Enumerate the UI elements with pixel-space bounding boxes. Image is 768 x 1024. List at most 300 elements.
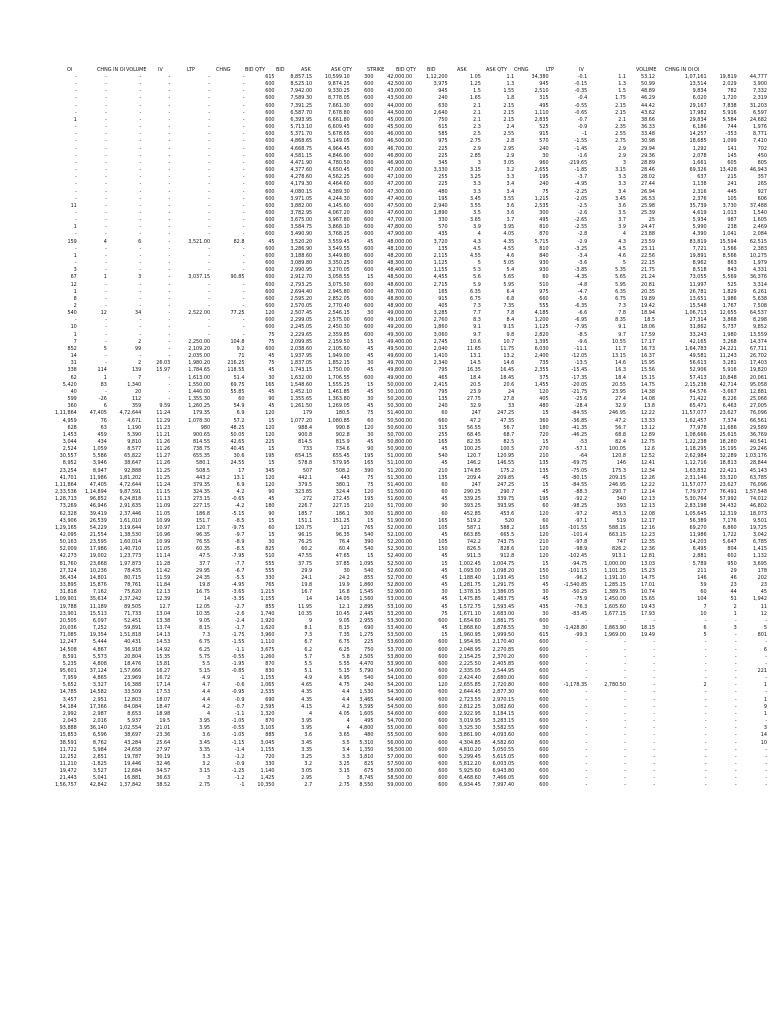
table-cell: 19.5 xyxy=(159,718,171,725)
table-cell: 38.66 xyxy=(640,116,655,123)
table-cell: 2,445 xyxy=(359,610,374,617)
table-row xyxy=(52,367,768,374)
table-cell: 1,275 xyxy=(359,632,374,639)
table-cell: 950 xyxy=(727,560,737,567)
table-cell: 815.9 xyxy=(335,438,350,445)
table-cell: 600 xyxy=(438,617,448,624)
table-cell: 3.65 xyxy=(338,732,350,739)
table-cell: 3,314 xyxy=(752,281,767,288)
table-row xyxy=(52,110,768,117)
table-cell: 165 xyxy=(438,438,448,445)
header-iv-puts: IV xyxy=(579,67,584,73)
table-cell: 782 xyxy=(727,88,737,95)
table-cell: 210 xyxy=(539,539,549,546)
table-cell: 600 xyxy=(364,331,374,338)
table-cell: 4,145.60 xyxy=(328,202,350,209)
table-cell: 62,328 xyxy=(59,510,77,517)
table-cell: 600 xyxy=(438,703,448,710)
table-cell: 45 xyxy=(441,574,448,581)
table-cell: 765 xyxy=(364,524,374,531)
table-row xyxy=(52,117,768,124)
table-cell: - xyxy=(75,181,77,188)
table-cell: 1,355.65 xyxy=(290,396,313,403)
table-cell: 210 xyxy=(539,453,549,460)
table-cell: -1.2 xyxy=(234,753,245,760)
table-row xyxy=(52,425,768,432)
table-cell: 2,544.95 xyxy=(492,667,515,674)
table-cell: 2.75 xyxy=(338,782,350,789)
table-cell: 665.5 xyxy=(500,532,515,538)
table-cell: 628 xyxy=(67,424,77,431)
table-cell: 1,860 xyxy=(359,582,374,589)
table-cell: 25.39 xyxy=(640,209,655,216)
table-cell: 4,582.60 xyxy=(492,739,515,746)
table-cell: 1,125 xyxy=(534,324,549,331)
table-cell: 2,680.00 xyxy=(492,675,515,682)
table-row xyxy=(52,138,768,145)
table-cell: 540 xyxy=(364,567,374,574)
table-cell: 120 xyxy=(265,410,275,417)
table-cell: 195 xyxy=(539,496,549,503)
table-cell: 8,591 xyxy=(62,653,77,660)
table-cell: - xyxy=(168,102,171,109)
table-cell: 1.25 xyxy=(470,81,481,88)
table-cell: 600 xyxy=(364,245,374,252)
table-cell: 814.5 xyxy=(298,438,313,445)
table-cell: 135 xyxy=(539,460,549,467)
table-cell: 7.3 xyxy=(304,632,313,639)
table-cell: 20,804 xyxy=(124,653,142,660)
table-cell: 4,390 xyxy=(692,231,707,238)
table-cell: -75.05 xyxy=(571,467,588,474)
table-cell: 2,83,198 xyxy=(684,503,707,510)
table-cell: 76,491 xyxy=(719,489,737,496)
table-cell: 12.23 xyxy=(640,532,655,538)
table-cell: 1,976 xyxy=(752,124,767,131)
table-cell: - xyxy=(208,145,211,152)
table-cell: 19,891 xyxy=(689,252,707,259)
strike-cell: 51,000.00 xyxy=(387,453,413,460)
table-cell: 120 xyxy=(265,481,275,488)
table-cell: 600 xyxy=(438,675,448,682)
table-cell: 520 xyxy=(504,517,515,524)
table-cell: 15 xyxy=(268,460,275,467)
table-cell: 2,270.85 xyxy=(492,646,515,653)
table-cell: - xyxy=(139,152,142,159)
table-cell: 21.75 xyxy=(640,267,655,274)
table-cell: 508.2 xyxy=(335,467,350,474)
table-cell: 13.15 xyxy=(611,353,626,360)
table-cell: 525 xyxy=(539,124,549,131)
table-cell: 175.3 xyxy=(611,467,626,474)
table-cell: 1,868.60 xyxy=(459,625,481,632)
table-cell: 25.64 xyxy=(156,739,171,746)
table-cell: 1,269.05 xyxy=(328,403,350,410)
table-cell: 600 xyxy=(438,782,448,789)
table-cell: - xyxy=(208,281,211,288)
table-cell: - xyxy=(242,188,245,195)
table-cell: 104.8 xyxy=(230,338,245,345)
table-cell: 600 xyxy=(265,152,275,159)
table-cell: 45 xyxy=(268,403,275,410)
table-cell: 12.1 xyxy=(338,603,350,610)
table-cell: - xyxy=(75,231,77,238)
table-cell: 2,955 xyxy=(359,617,374,624)
table-cell: 15,195 xyxy=(719,446,737,453)
table-cell: 18,813 xyxy=(719,460,737,467)
table-cell: 600 xyxy=(364,88,374,95)
table-cell: 2,040 xyxy=(433,345,448,352)
table-cell: 1,57,548 xyxy=(745,489,767,496)
table-cell: 221 xyxy=(757,667,767,674)
table-cell: 3.15 xyxy=(615,167,626,174)
table-cell: 60 xyxy=(441,489,448,496)
table-cell: - xyxy=(208,181,211,188)
strike-cell: 51,800.00 xyxy=(387,510,413,517)
table-cell: 435 xyxy=(438,231,448,238)
table-cell: 29,167 xyxy=(689,102,707,109)
table-cell: 1,81,202 xyxy=(119,474,142,481)
table-cell: 7,959 xyxy=(62,675,77,682)
table-cell: 120.8 xyxy=(611,453,626,460)
table-cell: - xyxy=(585,718,588,725)
table-cell: 16.73 xyxy=(640,345,655,352)
table-cell: 702 xyxy=(757,145,767,152)
table-cell: 45 xyxy=(542,596,549,603)
table-cell: 15.97 xyxy=(156,367,171,374)
table-cell: 17,403 xyxy=(749,360,767,367)
table-cell: 14.75 xyxy=(640,574,655,581)
table-cell: 3,286.90 xyxy=(290,245,313,252)
table-cell: - xyxy=(734,689,737,696)
table-cell: 6,24,818 xyxy=(119,496,142,503)
table-cell: 5,420 xyxy=(62,381,77,388)
table-cell: 14,374 xyxy=(749,338,767,345)
table-cell: 1,188.40 xyxy=(459,574,481,581)
table-cell: - xyxy=(139,202,142,209)
table-cell: 2.95 xyxy=(301,775,313,782)
strike-cell: 42,000.00 xyxy=(387,74,413,80)
table-cell: 5,990 xyxy=(692,224,707,231)
table-cell: 508.5 xyxy=(196,467,211,474)
table-cell: - xyxy=(208,167,211,174)
table-cell: - xyxy=(168,116,171,123)
table-cell: 45 xyxy=(367,238,374,245)
table-cell: - xyxy=(653,761,655,767)
table-cell: 95,058 xyxy=(749,381,767,388)
table-cell: 1,080.85 xyxy=(328,417,350,424)
table-cell: 2.75 xyxy=(470,138,481,145)
strike-cell: 51,400.00 xyxy=(387,481,413,488)
table-cell: -88.3 xyxy=(574,489,588,496)
table-cell: 1,02,554 xyxy=(119,725,142,732)
table-cell: - xyxy=(704,667,707,674)
table-cell: 2,570.05 xyxy=(290,303,313,309)
table-cell: 47.2 xyxy=(470,417,481,424)
table-cell: - xyxy=(139,267,142,274)
table-cell: 1,671.10 xyxy=(459,610,481,617)
table-cell: 930 xyxy=(539,267,549,274)
table-cell: 12.6 xyxy=(644,446,655,453)
table-cell: 1,63,832 xyxy=(684,467,707,474)
table-cell: - xyxy=(585,775,588,782)
table-cell: 600 xyxy=(539,732,549,739)
table-cell: - xyxy=(624,710,626,717)
table-cell: 7,508 xyxy=(752,303,767,309)
table-cell: 9,87,591 xyxy=(119,489,142,496)
table-cell: 2,370.20 xyxy=(492,653,515,660)
table-cell: 17,366 xyxy=(89,703,107,710)
table-cell: 56.7 xyxy=(503,424,515,431)
table-row xyxy=(52,496,768,503)
table-cell: -94.75 xyxy=(571,560,588,567)
table-cell: 10,599.10 xyxy=(324,74,350,80)
strike-cell: 58,000.00 xyxy=(387,768,413,775)
table-cell: 32.9 xyxy=(470,403,481,410)
table-cell: 16.8 xyxy=(338,589,350,596)
table-cell: 826.2 xyxy=(611,546,626,553)
table-cell: 4,72,644 xyxy=(119,410,142,417)
table-cell: 9.59 xyxy=(159,403,171,410)
table-cell: 2,62,984 xyxy=(684,453,707,460)
table-cell: - xyxy=(242,281,245,288)
table-cell: -99.3 xyxy=(574,632,588,639)
table-cell: 600 xyxy=(265,303,275,309)
table-row xyxy=(52,203,768,210)
table-cell: 1,291.75 xyxy=(492,582,515,589)
strike-cell: 51,400.00 xyxy=(387,410,413,417)
table-cell: - xyxy=(208,209,211,216)
table-cell: -9.6 xyxy=(577,338,588,345)
table-row xyxy=(52,310,768,317)
table-cell: 1,292 xyxy=(692,145,707,152)
table-cell: 3 xyxy=(206,775,211,782)
table-cell: 1,110 xyxy=(534,109,549,116)
table-cell: 3,268 xyxy=(722,338,737,345)
table-cell: 2,922.95 xyxy=(459,710,481,717)
table-cell: - xyxy=(653,646,655,653)
table-cell: 600 xyxy=(265,116,275,123)
table-cell: 2,15,238 xyxy=(684,381,707,388)
table-cell: 7.3 xyxy=(202,632,211,639)
table-cell: 600 xyxy=(438,718,448,725)
table-cell: 19,788 xyxy=(59,603,77,610)
table-cell: 2.1 xyxy=(473,116,481,123)
table-cell: 16.3 xyxy=(615,367,626,374)
table-cell: 52,009 xyxy=(59,546,77,553)
table-cell: 76.55 xyxy=(196,539,211,546)
table-cell: - xyxy=(139,109,142,116)
table-cell: - xyxy=(585,739,588,746)
table-cell: 92,888 xyxy=(124,467,142,474)
table-cell: 5,050.55 xyxy=(492,746,515,753)
table-cell: 12,319 xyxy=(719,510,737,517)
table-cell: 1,986 xyxy=(722,295,737,302)
strike-cell: 54,100.00 xyxy=(387,675,413,682)
table-cell: 3,782.95 xyxy=(290,209,313,216)
table-cell: 11.28 xyxy=(156,560,171,567)
table-cell: 7,410 xyxy=(752,138,767,145)
table-row xyxy=(52,253,768,260)
table-cell: 22.56 xyxy=(640,252,655,259)
table-cell: 587.1 xyxy=(466,524,481,531)
strike-cell: 43,500.00 xyxy=(387,95,413,102)
table-cell: -64 xyxy=(579,453,588,460)
table-cell: - xyxy=(624,768,626,775)
table-cell: 3,967.80 xyxy=(328,217,350,224)
table-cell: 23,901 xyxy=(59,610,77,617)
table-cell: 2,535 xyxy=(534,202,549,209)
table-cell: -13.5 xyxy=(574,360,588,367)
table-cell: 3.45 xyxy=(199,739,211,746)
table-row xyxy=(52,418,768,425)
header-volume-puts: VOLUME xyxy=(636,67,657,73)
table-cell: 120 xyxy=(265,424,275,431)
table-cell: -0.65 xyxy=(231,496,245,503)
table-cell: -1.95 xyxy=(231,660,245,667)
table-cell: 3.35 xyxy=(199,746,211,753)
table-cell: 3,675 xyxy=(260,646,275,653)
table-cell: - xyxy=(168,109,171,116)
table-cell: - xyxy=(734,646,737,653)
table-cell: 600 xyxy=(539,653,549,660)
table-cell: 52,906 xyxy=(689,367,707,374)
strike-cell: 46,500.00 xyxy=(387,138,413,145)
table-cell: - xyxy=(139,188,142,195)
table-cell: 10.99 xyxy=(156,539,171,546)
table-cell: 5 xyxy=(703,632,707,639)
table-row xyxy=(52,239,768,246)
table-cell: - xyxy=(585,746,588,753)
table-cell: 1,999.50 xyxy=(492,632,515,639)
table-cell: 195 xyxy=(539,174,549,181)
strike-cell: 53,400.00 xyxy=(387,625,413,632)
table-cell: 4 xyxy=(346,718,350,725)
table-cell: 30 xyxy=(367,431,374,438)
table-cell: 7,838 xyxy=(722,102,737,109)
table-cell: 4,179.30 xyxy=(290,181,313,188)
table-cell: 4.05 xyxy=(503,231,515,238)
strike-cell: 49,200.00 xyxy=(387,324,413,331)
table-cell: 195 xyxy=(265,453,275,460)
table-row xyxy=(52,332,768,339)
table-cell: 23 xyxy=(760,582,767,589)
table-cell: 31,862 xyxy=(689,324,707,331)
table-cell: 744 xyxy=(727,124,737,131)
table-cell: 27.75 xyxy=(466,396,481,403)
table-cell: -6.7 xyxy=(234,567,245,574)
table-cell: -83.45 xyxy=(571,610,588,617)
table-cell: 90 xyxy=(268,489,275,496)
table-cell: 600 xyxy=(438,660,448,667)
table-cell: -7.95 xyxy=(231,553,245,560)
table-cell: 8,745 xyxy=(359,775,374,782)
table-cell: - xyxy=(734,667,737,674)
table-cell: 1,937.95 xyxy=(290,353,313,360)
table-cell: 5.05 xyxy=(503,260,515,267)
table-cell: 23 xyxy=(730,582,737,589)
table-cell: -0.95 xyxy=(231,689,245,696)
table-cell: 11.15 xyxy=(156,489,171,496)
table-cell: 247 xyxy=(471,410,481,417)
table-cell: 600 xyxy=(438,667,448,674)
table-cell: 870 xyxy=(265,718,275,725)
strike-cell: 47,900.00 xyxy=(387,231,413,238)
table-cell: 507 xyxy=(302,467,313,474)
table-cell: 1,18,295 xyxy=(684,446,707,453)
table-cell: 10,350 xyxy=(257,782,275,789)
table-cell: - xyxy=(168,138,171,145)
table-cell: 272 xyxy=(302,496,313,503)
table-cell: 600 xyxy=(438,639,448,646)
table-cell: 3.95 xyxy=(503,224,515,231)
table-cell: 600 xyxy=(364,374,374,381)
table-cell: - xyxy=(704,768,707,775)
table-cell: - xyxy=(734,732,737,739)
table-cell: 12.05 xyxy=(196,603,211,610)
table-cell: 18.15 xyxy=(640,625,655,632)
table-cell: 600 xyxy=(364,317,374,324)
table-cell: 915 xyxy=(438,295,448,302)
table-cell: 600 xyxy=(438,732,448,739)
table-cell: 12.35 xyxy=(640,539,655,546)
strike-cell: 57,500.00 xyxy=(387,761,413,767)
table-cell: 913.1 xyxy=(611,553,626,560)
table-cell: 21.24 xyxy=(640,274,655,281)
table-cell: -5.15 xyxy=(231,510,245,517)
table-cell: 33,243 xyxy=(689,331,707,338)
table-cell: 1,920 xyxy=(260,617,275,624)
table-cell: - xyxy=(242,116,245,123)
table-cell: 480 xyxy=(364,732,374,739)
table-cell: 9 xyxy=(309,617,313,624)
table-cell: -2.4 xyxy=(234,617,245,624)
table-cell: - xyxy=(242,331,245,338)
table-row xyxy=(52,453,768,460)
table-cell: - xyxy=(139,131,142,138)
table-cell: 179 xyxy=(302,410,313,417)
table-cell: 825 xyxy=(265,546,275,553)
table-cell: -2.9 xyxy=(577,238,588,245)
table-cell: -3.6 xyxy=(577,260,588,267)
table-cell: 5,615.05 xyxy=(492,753,515,760)
table-cell: 1,14,894 xyxy=(85,489,107,496)
table-cell: 1,08,666 xyxy=(684,431,707,438)
table-cell: 600 xyxy=(265,131,275,138)
table-cell: 48.89 xyxy=(640,88,655,95)
table-cell: 19.89 xyxy=(640,295,655,302)
table-cell: 290.7 xyxy=(500,489,515,496)
table-cell: 76,096 xyxy=(749,481,767,488)
table-cell: 480 xyxy=(539,403,549,410)
table-cell: 27.4 xyxy=(615,396,626,403)
table-cell: 26.03 xyxy=(156,360,171,367)
table-cell: 1,191.10 xyxy=(604,574,626,581)
table-cell: 46,802 xyxy=(749,503,767,510)
strike-cell: 56,000.00 xyxy=(387,739,413,746)
table-cell: 3,960 xyxy=(260,632,275,639)
table-cell: 3,082.60 xyxy=(492,703,515,710)
table-cell: 4.4 xyxy=(342,696,350,703)
table-cell: - xyxy=(208,295,211,302)
table-cell: 3,105 xyxy=(260,725,275,732)
table-cell: 2,115 xyxy=(433,252,448,259)
table-cell: 1,059 xyxy=(92,446,107,453)
table-cell: 1,386.05 xyxy=(492,589,515,596)
table-cell: 1,40,710 xyxy=(119,546,142,553)
table-cell: 1,461.85 xyxy=(328,388,350,395)
table-cell: 4.2 xyxy=(202,703,211,710)
